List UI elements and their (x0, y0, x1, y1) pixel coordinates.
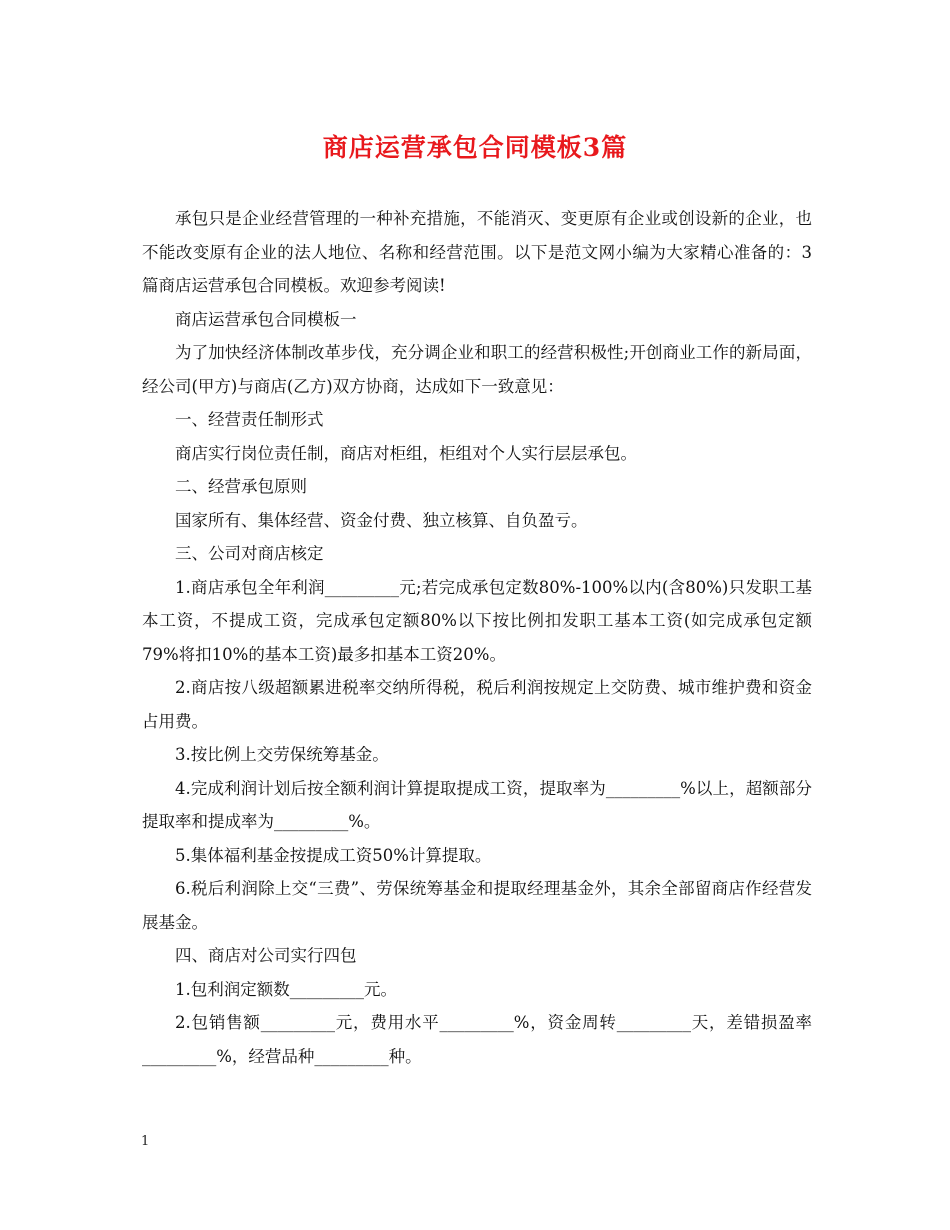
clause-3-5: 5.集体福利基金按提成工资50%计算提取。 (175, 845, 492, 865)
clause-3-4: 4.完成利润计划后按全额利润计算提取提成工资，提取率为_________%以上，超额部分提取率和提成率为_________%。 (142, 778, 812, 831)
section-heading-1: 一、经营责任制形式 (175, 410, 324, 429)
page-number: 1 (141, 1134, 150, 1149)
clause-4-2: 2.包销售额_________元，费用水平_________%，资金周转_________天，差错损盈率_________%，经营品种_________种。 (142, 1013, 812, 1066)
clause-3-1: 1.商店承包全年利润_________元;若完成承包定数80%-100%以内(含80%)只发职工基本工资，不提成工资，完成承包定额80%以下按比例扣发职工基本工资(如完成承包定额79%将扣10%的基本工资)最多扣基本工资20%。 (142, 577, 812, 664)
paragraph-principles: 国家所有、集体经营、资金付费、独立核算、自负盈亏。 (175, 510, 588, 530)
section-heading-3: 三、公司对商店核定 (175, 544, 324, 563)
paragraph-preamble: 为了加快经济体制改革步伐，充分调企业和职工的经营积极性;开创商业工作的新局面，经公司(甲方)与商店(乙方)双方协商，达成如下一致意见： (142, 343, 812, 396)
section-heading-2: 二、经营承包原则 (175, 477, 307, 496)
clause-3-2: 2.商店按八级超额累进税率交纳所得税，税后利润按规定上交防费、城市维护费和资金占用费。 (142, 678, 812, 731)
clause-4-1: 1.包利润定额数_________元。 (175, 979, 397, 999)
section-heading-template-one: 商店运营承包合同模板一 (175, 309, 357, 329)
paragraph-responsibility: 商店实行岗位责任制，商店对柜组，柜组对个人实行层层承包。 (175, 443, 637, 463)
paragraph-intro: 承包只是企业经营管理的一种补充措施，不能消灭、变更原有企业或创设新的企业，也不能改变原有企业的法人地位、名称和经营范围。以下是范文网小编为大家精心准备的：3篇商店运营承包合同模板。欢迎参考阅读! (142, 209, 812, 295)
document-body (142, 202, 812, 1073)
clause-3-3: 3.按比例上交劳保统筹基金。 (175, 745, 389, 764)
clause-3-6: 6.税后利润除上交“三费”、劳保统筹基金和提取经理基金外，其余全部留商店作经营发展基金。 (142, 879, 812, 932)
section-heading-4: 四、商店对公司实行四包 (175, 946, 357, 965)
document-title: 商店运营承包合同模板3篇 (322, 133, 628, 162)
